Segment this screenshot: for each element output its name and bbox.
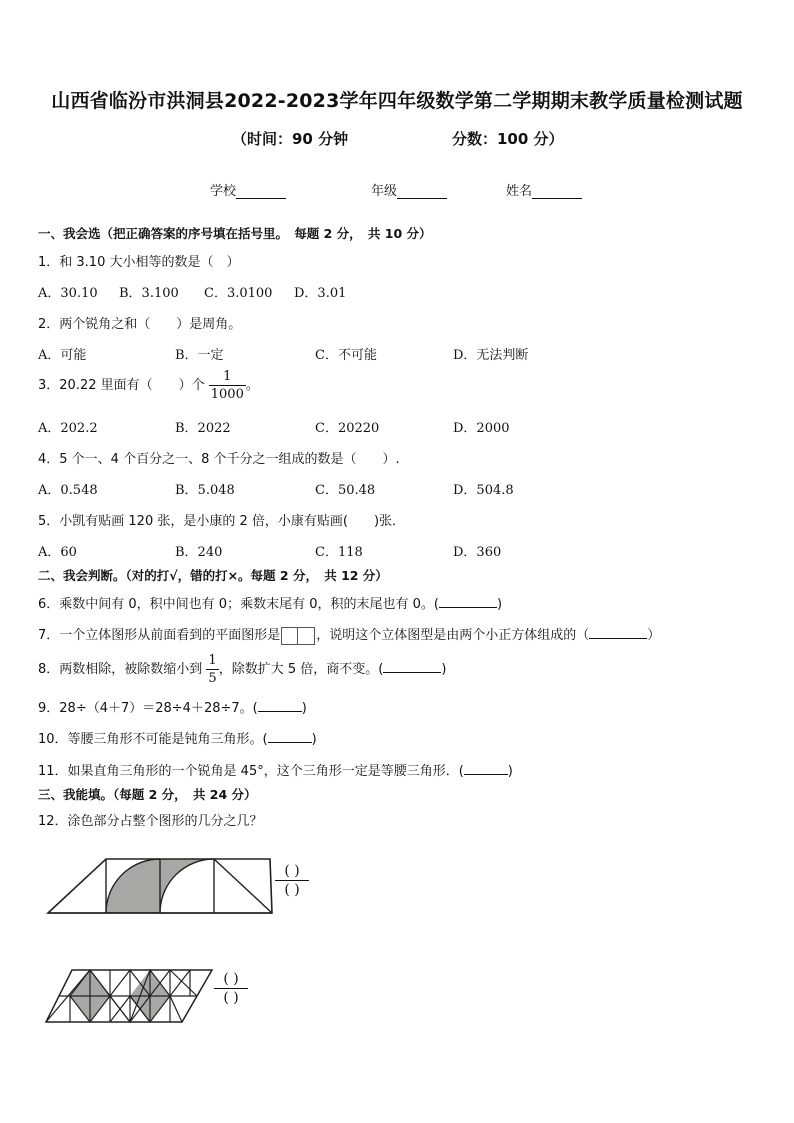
question-5: 5．小凯有贴画 120 张，是小康的 2 倍，小康有贴画( )张．: [38, 514, 406, 529]
q5-option-b[interactable]: B．240: [175, 545, 223, 560]
question-6: [38, 593, 502, 612]
q6-answer-blank[interactable]: [439, 595, 497, 608]
name-blank[interactable]: [532, 184, 582, 199]
q2-option-a[interactable]: A．可能: [38, 348, 87, 363]
q10-answer-blank[interactable]: [268, 730, 312, 743]
q3-text: 3．20.22 里面有（ ）个: [38, 378, 205, 393]
q3-option-d[interactable]: D．2000: [453, 421, 510, 436]
school-field: [210, 180, 286, 199]
q11-text-end: ): [507, 764, 513, 779]
grade-blank[interactable]: [397, 184, 447, 199]
q1-option-b[interactable]: B．3.100: [119, 286, 179, 301]
question-2: 2．两个锐角之和（ ）是周角。: [38, 317, 242, 332]
q6-text: 6．乘数中间有 0，积中间也有 0；乘数末尾有 0，积的末尾也有 0。(: [38, 597, 439, 612]
q8-text: 8．两数相除，被除数缩小到: [38, 662, 203, 677]
q4-option-d[interactable]: D．504.8: [453, 483, 514, 498]
figure-1-answer-denominator[interactable]: ( ): [284, 882, 300, 898]
figure-1-answer-numerator[interactable]: ( ): [275, 862, 309, 881]
figure-parallelogram: [42, 964, 222, 1028]
time-label: （时间：90 分钟: [232, 130, 349, 148]
question-10: [38, 728, 317, 747]
q3-option-c[interactable]: C．20220: [315, 421, 380, 436]
q4-option-c[interactable]: C．50.48: [315, 483, 376, 498]
question-12: 12．涂色部分占整个图形的几分之几？: [38, 814, 263, 829]
figure-1-shaded-region-2: [160, 859, 214, 913]
q2-option-d[interactable]: D．无法判断: [453, 348, 529, 363]
figure-1-answer-fraction[interactable]: [275, 862, 309, 899]
q11-answer-blank[interactable]: [464, 762, 508, 775]
q2-option-b[interactable]: B．一定: [175, 348, 224, 363]
question-1: 1．和 3.10 大小相等的数是（ ）: [38, 255, 240, 270]
q10-text-end: ): [311, 732, 317, 747]
figure-2-answer-denominator[interactable]: ( ): [223, 990, 239, 1006]
q8-answer-blank[interactable]: [383, 660, 441, 673]
q5-option-d[interactable]: D．360: [453, 545, 502, 560]
question-3: [38, 368, 259, 403]
q3-option-a[interactable]: A．202.2: [38, 421, 98, 436]
q8-fraction-denominator: 5: [208, 671, 217, 686]
section-3-heading: 三、我能填。（每题 2 分， 共 24 分）: [38, 787, 257, 802]
q1-option-a[interactable]: A．30.10: [38, 286, 98, 301]
figure-2-answer-fraction[interactable]: [214, 970, 248, 1007]
section-1-heading: 一、我会选（把正确答案的序号填在括号里。 每题 2 分， 共 10 分）: [38, 226, 432, 241]
question-8: [38, 652, 446, 687]
name-label: 姓名: [506, 184, 533, 199]
q9-answer-blank[interactable]: [258, 699, 302, 712]
q8-text-mid: ，除数扩大 5 倍，商不变。(: [218, 662, 384, 677]
q2-option-c[interactable]: C．不可能: [315, 348, 377, 363]
q7-text-end: ）: [647, 628, 661, 643]
q11-text: 11．如果直角三角形的一个锐角是 45°，这个三角形一定是等腰三角形．(: [38, 764, 464, 779]
q3-text-end: 。: [245, 378, 259, 393]
school-blank[interactable]: [236, 184, 286, 199]
q8-fraction: [206, 652, 218, 687]
q7-text: 7．一个立体图形从前面看到的平面图形是: [38, 628, 281, 643]
score-label: 分数：100 分）: [452, 130, 564, 148]
q7-answer-blank[interactable]: [589, 626, 647, 639]
q5-option-a[interactable]: A．60: [38, 545, 77, 560]
q1-option-d[interactable]: D．3.01: [294, 286, 347, 301]
q1-option-c[interactable]: C．3.0100: [204, 286, 273, 301]
name-field: [506, 180, 582, 199]
question-9: [38, 697, 307, 716]
q4-option-b[interactable]: B．5.048: [175, 483, 235, 498]
school-label: 学校: [210, 184, 237, 199]
grade-field: [371, 180, 447, 199]
q9-text: 9．28÷（4＋7）＝28÷4＋28÷7。(: [38, 701, 258, 716]
q3-fraction: [209, 368, 246, 403]
figure-1-shaded-region: [106, 859, 160, 913]
section-2-heading: 二、我会判断。（对的打√，错的打×。每题 2 分， 共 12 分）: [38, 568, 388, 583]
question-7: [38, 624, 660, 645]
q3-option-b[interactable]: B．2022: [175, 421, 231, 436]
q8-fraction-numerator: 1: [208, 653, 217, 668]
q4-option-a[interactable]: A．0.548: [38, 483, 98, 498]
question-11: [38, 760, 513, 779]
page-title: 山西省临汾市洪洞县2022-2023学年四年级数学第二学期期末教学质量检测试题: [51, 90, 743, 112]
grade-label: 年级: [371, 184, 398, 199]
figure-2-answer-numerator[interactable]: ( ): [214, 970, 248, 989]
q3-fraction-numerator: 1: [209, 368, 246, 386]
question-4: 4．5 个一、4 个百分之一、8 个千分之一组成的数是（ ）.: [38, 452, 400, 467]
q3-fraction-denominator: 1000: [210, 387, 244, 402]
two-squares-figure: [281, 627, 315, 645]
q5-option-c[interactable]: C．118: [315, 545, 363, 560]
q10-text: 10．等腰三角形不可能是钝角三角形。(: [38, 732, 268, 747]
figure-trapezoid: [44, 852, 284, 922]
q8-text-end: ): [441, 662, 447, 677]
q9-text-end: ): [301, 701, 307, 716]
q7-text-mid: ，说明这个立体图型是由两个小正方体组成的（: [316, 628, 590, 643]
q6-text-end: ): [496, 597, 503, 612]
